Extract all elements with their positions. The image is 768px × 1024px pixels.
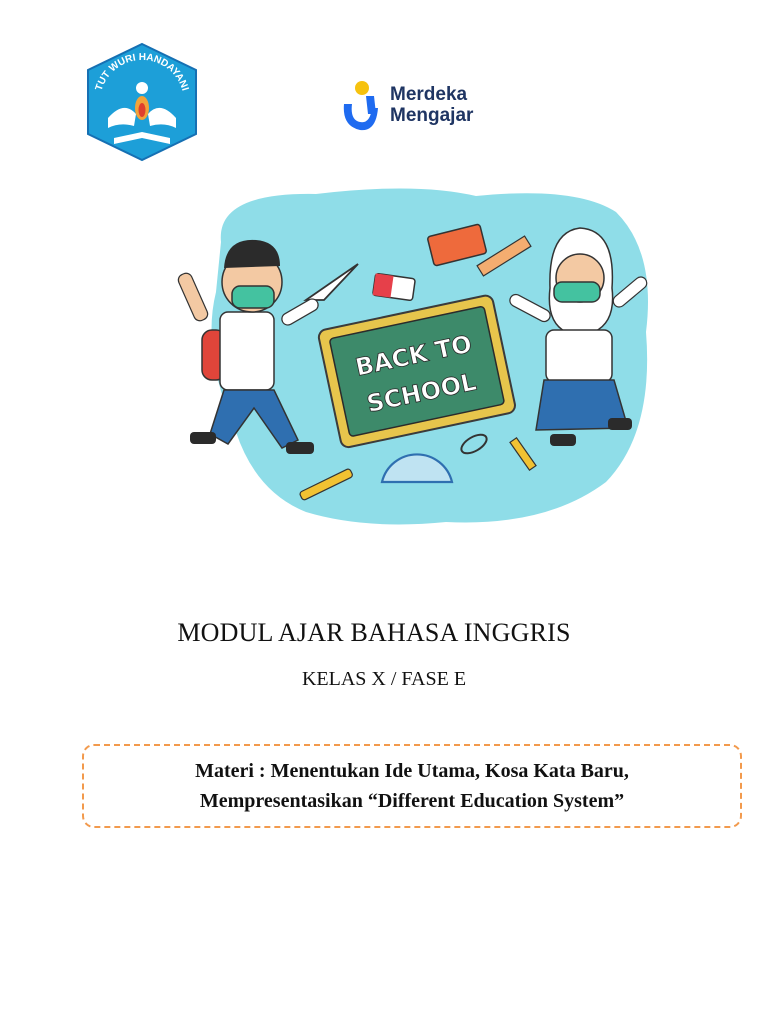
back-to-school-illustration xyxy=(176,182,666,532)
module-title xyxy=(0,618,768,648)
mm-line-2: Mengajar xyxy=(390,105,474,126)
eraser-icon xyxy=(373,273,416,300)
mm-line-1: Merdeka xyxy=(390,84,468,105)
tut-wuri-handayani-logo xyxy=(78,40,206,164)
materi-line-2: Mempresentasikan “Different Education System” xyxy=(199,790,625,812)
materi-line-1: Materi : Menentukan Ide Utama, Kosa Kata Baru, xyxy=(195,760,629,782)
merdeka-mengajar-logo xyxy=(340,78,510,134)
materi-box xyxy=(82,744,742,828)
board-text-line-2: SCHOOL xyxy=(364,367,479,419)
board-text-line-1: BACK TO xyxy=(352,329,475,382)
twh-logo-text: TUT WURI HANDAYANI xyxy=(93,51,191,93)
merdeka-mengajar-wordmark xyxy=(390,84,473,126)
module-title-text: MODUL AJAR BAHASA INGGRIS xyxy=(177,618,571,647)
module-subtitle: KELAS X / FASE E xyxy=(301,668,467,690)
merdeka-mengajar-mark-icon xyxy=(340,78,384,134)
